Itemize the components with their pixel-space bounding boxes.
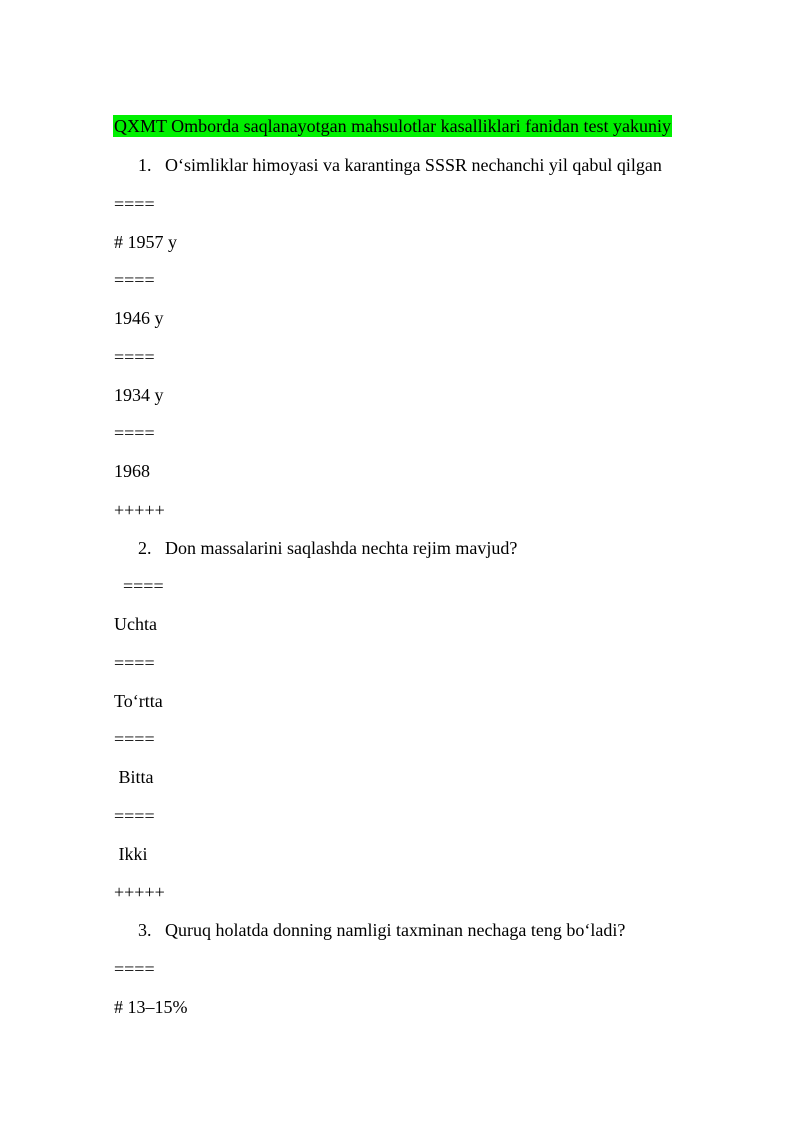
separator: ====: [114, 729, 155, 749]
separator: ====: [114, 959, 155, 979]
question-number: 1.: [138, 155, 152, 175]
answer-1-2: 1946 y: [114, 308, 164, 328]
separator: ====: [114, 194, 155, 214]
separator: ====: [114, 806, 155, 826]
answer-1-1: # 1957 y: [114, 232, 177, 252]
answer-1-4: 1968: [114, 461, 150, 481]
question-number: 2.: [138, 538, 152, 558]
question-3: [138, 919, 625, 941]
document-title: QXMT Omborda saqlanayotgan mahsulotlar kasalliklari fanidan test yakuniy: [114, 116, 672, 136]
answer-2-4: Ikki: [114, 844, 148, 864]
answer-2-3: Bitta: [114, 767, 154, 787]
answer-2-1: Uchta: [114, 614, 157, 634]
end-marker: +++++: [114, 882, 165, 902]
answer-3-1: # 13–15%: [114, 997, 188, 1017]
question-text: Quruq holatda donning namligi taxminan nechaga teng bo‘ladi?: [165, 920, 626, 940]
question-2: [138, 537, 517, 559]
question-text: Don massalarini saqlashda nechta rejim mavjud?: [165, 538, 518, 558]
question-1: [138, 154, 662, 176]
separator: ====: [114, 347, 155, 367]
answer-1-3: 1934 y: [114, 385, 164, 405]
answer-2-2: To‘rtta: [114, 691, 163, 711]
separator: ====: [123, 576, 164, 596]
separator: ====: [114, 270, 155, 290]
end-marker: +++++: [114, 500, 165, 520]
question-text: O‘simliklar himoyasi va karantinga SSSR nechanchi yil qabul qilgan: [165, 155, 662, 175]
separator: ====: [114, 653, 155, 673]
separator: ====: [114, 423, 155, 443]
question-number: 3.: [138, 920, 152, 940]
